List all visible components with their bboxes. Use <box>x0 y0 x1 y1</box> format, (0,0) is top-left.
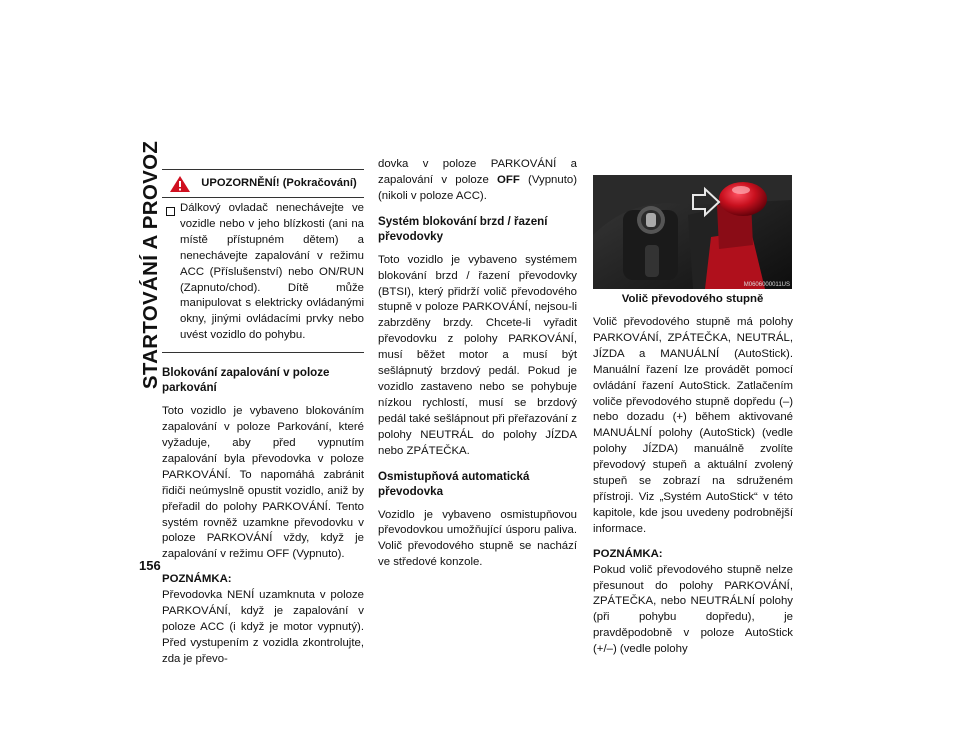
paragraph-gear-positions: Volič převodového stupně má polohy PARKOVÁNÍ, ZPÁTEČKA, NEUTRÁL, JÍZDA a MANUÁLNÍ (AutoStick). Manuální řazení lze provádět pomocí ovládání řazení AutoStick. Zatlačením voliče převodového stupně dopředu (–) nebo dozadu (+) během aktivované MANUÁLNÍ polohy (AutoStick) (vedle polohy JÍZDA) manuálně zvolíte převodový stupeň a aktuální zvolený stupeň se zobrazí na sdruženém přístroji. Viz „Systém AutoStick“ v této kapitole, kde jsou uvedeny podrobnější informace. <box>593 316 793 535</box>
warning-title: UPOZORNĚNÍ! (Pokračování) <box>201 176 357 189</box>
note-label: POZNÁMKA: <box>162 573 232 586</box>
warning-triangle-icon <box>169 175 191 193</box>
column-4 <box>593 315 793 667</box>
note-label: POZNÁMKA: <box>593 547 663 560</box>
bullet-square-icon <box>166 207 175 216</box>
continuation-text-2: (Vypnuto) (nikoli v poloze ACC). <box>378 173 578 202</box>
note <box>162 572 364 667</box>
off-label: OFF <box>497 173 520 186</box>
section-heading-transmission: Osmistupňová automatická převodovka <box>378 469 530 498</box>
note <box>593 547 793 658</box>
section-heading-ignition-interlock: Blokování zapalování v poloze parkování <box>162 366 330 395</box>
paragraph-btsi: Toto vozidlo je vybaveno systémem blokování brzd / řazení převodovky (BTSI), který přidrží volič převodového stupně v poloze PARKOVÁNÍ, nejsou-li zabrzděny brzdy. Chcete-li vyřadit převodovku z polohy PARKOVÁNÍ, musí běžet motor a musí být sešlápnutý brzdový pedál. Pokud je vozidlo zastaveno nebo se pohybuje nízkou rychlostí, musí se brzdový pedál také sešlápnout při přeřazování z polohy NEUTRÁL do polohy JÍZDA nebo ZPÁTEČKA. <box>378 253 577 457</box>
section-heading-btsi: Systém blokování brzd / řazení převodovky <box>378 214 548 243</box>
image-code: M0606000011US <box>743 282 790 288</box>
note-text: Převodovka NENÍ uzamknuta v poloze PARKOVÁNÍ, když je zapalování v poloze ACC (i když je motor vypnutý). Před vystupením z vozidla zkontrolujte, zda je převo- <box>162 589 364 665</box>
continuation-text-1: dovka v poloze PARKOVÁNÍ a zapalování v poloze <box>378 158 577 186</box>
warning-item <box>162 198 364 352</box>
paragraph-ignition-interlock: Toto vozidlo je vybaveno blokováním zapalování v poloze Parkování, které vyžaduje, aby před vypnutím zapalování byla převodovka v poloze PARKOVÁNÍ. To napomáhá zabránit řidiči neúmyslně opustit vozidlo, aniž by přeřadil do polohy PARKOVÁNÍ. Tento systém rovněž uzamkne převodovku v poloze PARKOVÁNÍ vždy, když je zapalování v režimu OFF (Vypnuto). <box>162 405 364 561</box>
continuation-paragraph <box>378 157 577 205</box>
column-2 <box>378 157 577 580</box>
warning-text: Dálkový ovladač nenechávejte ve vozidle nebo v jeho blízkosti (ani na místě přístupném dětem) a nenechávejte zapalování v režimu ACC (Příslušenství) nebo ON/RUN (Zapnuto/chod). Dítě může manipulovat s elektricky ovládanými okny, jinými ovládacími prvky nebo uvést vozidlo do pohybu. <box>180 202 364 342</box>
column-1 <box>162 169 364 677</box>
chapter-title: STARTOVÁNÍ A PROVOZ <box>139 140 162 390</box>
warning-box <box>162 169 364 353</box>
figure-caption: Volič převodového stupně <box>621 293 764 305</box>
warning-header <box>162 170 364 198</box>
gear-selector-photo <box>593 175 792 289</box>
page-number: 156 <box>139 558 161 573</box>
paragraph-transmission: Vozidlo je vybaveno osmistupňovou převodovkou umožňující úsporu paliva. Volič převodového stupně se nachází ve středové konzole. <box>378 508 577 569</box>
note-text: Pokud volič převodového stupně nelze přesunout do polohy PARKOVÁNÍ, ZPÁTEČKA, nebo NEUTRÁLNÍ polohy (při pohybu dopředu), je pravděpodobně v poloze AutoStick (+/–) (vedle polohy <box>593 563 793 656</box>
